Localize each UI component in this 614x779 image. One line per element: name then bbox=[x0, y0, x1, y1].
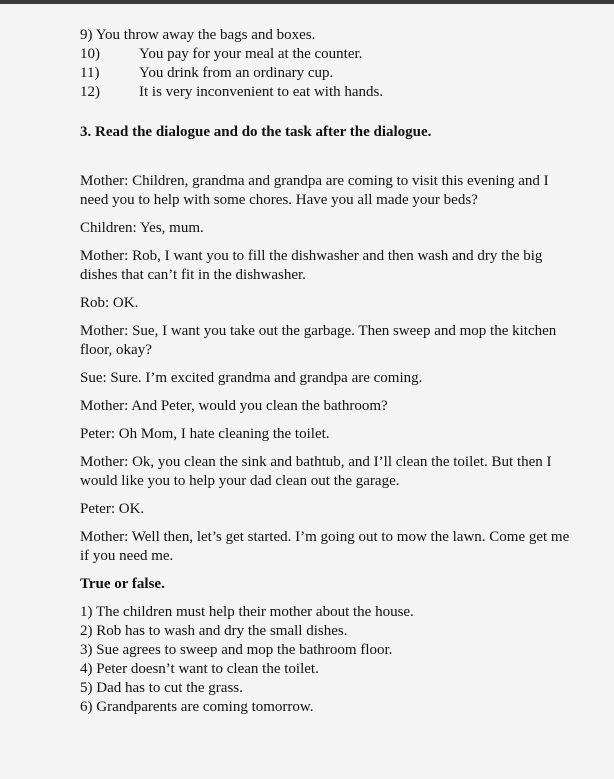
true-false-heading: True or false. bbox=[80, 576, 165, 592]
document-page bbox=[0, 4, 614, 779]
tf-item: 4) Peter doesn’t want to clean the toilet. bbox=[80, 661, 319, 677]
dialogue-line: floor, okay? bbox=[80, 342, 152, 358]
dialogue-line: Mother: And Peter, would you clean the bathroom? bbox=[80, 398, 388, 414]
dialogue-line: if you need me. bbox=[80, 548, 174, 564]
dialogue-line: need you to help with some chores. Have you all made your beds? bbox=[80, 192, 478, 208]
list-item-text: It is very inconvenient to eat with hands. bbox=[139, 84, 384, 100]
dialogue-line: Mother: Rob, I want you to fill the dishwasher and then wash and dry the big bbox=[80, 248, 543, 264]
tf-item: 1) The children must help their mother about the house. bbox=[80, 604, 414, 620]
list-item-9: 9) You throw away the bags and boxes. bbox=[80, 27, 316, 43]
dialogue-line: Rob: OK. bbox=[80, 295, 139, 311]
dialogue-line: Mother: Well then, let’s get started. I’m going out to mow the lawn. Come get me bbox=[80, 529, 570, 545]
dialogue-line: dishes that can’t fit in the dishwasher. bbox=[80, 267, 306, 283]
tf-item: 5) Dad has to cut the grass. bbox=[80, 680, 243, 696]
tf-item: 3) Sue agrees to sweep and mop the bathroom floor. bbox=[80, 642, 393, 658]
dialogue-line: Peter: OK. bbox=[80, 501, 145, 517]
tf-item: 6) Grandparents are coming tomorrow. bbox=[80, 699, 314, 715]
dialogue-line: Mother: Sue, I want you take out the garbage. Then sweep and mop the kitchen bbox=[80, 323, 557, 339]
task-heading: 3. Read the dialogue and do the task after the dialogue. bbox=[80, 124, 432, 140]
dialogue-line: Mother: Children, grandma and grandpa are coming to visit this evening and I bbox=[80, 173, 549, 189]
tf-item: 2) Rob has to wash and dry the small dishes. bbox=[80, 623, 348, 639]
dialogue-line: Mother: Ok, you clean the sink and bathtub, and I’ll clean the toilet. But then I bbox=[80, 454, 552, 470]
dialogue-line: Children: Yes, mum. bbox=[80, 220, 204, 236]
dialogue-line: Peter: Oh Mom, I hate cleaning the toilet. bbox=[80, 426, 330, 442]
list-item-text: You pay for your meal at the counter. bbox=[139, 46, 363, 62]
list-item-text: You drink from an ordinary cup. bbox=[139, 65, 334, 81]
dialogue-line: Sue: Sure. I’m excited grandma and grandpa are coming. bbox=[80, 370, 423, 386]
dialogue-line: would like you to help your dad clean out the garage. bbox=[80, 473, 400, 489]
list-number: 10) bbox=[80, 46, 100, 62]
list-number: 11) bbox=[80, 65, 100, 81]
list-number: 12) bbox=[80, 84, 100, 100]
